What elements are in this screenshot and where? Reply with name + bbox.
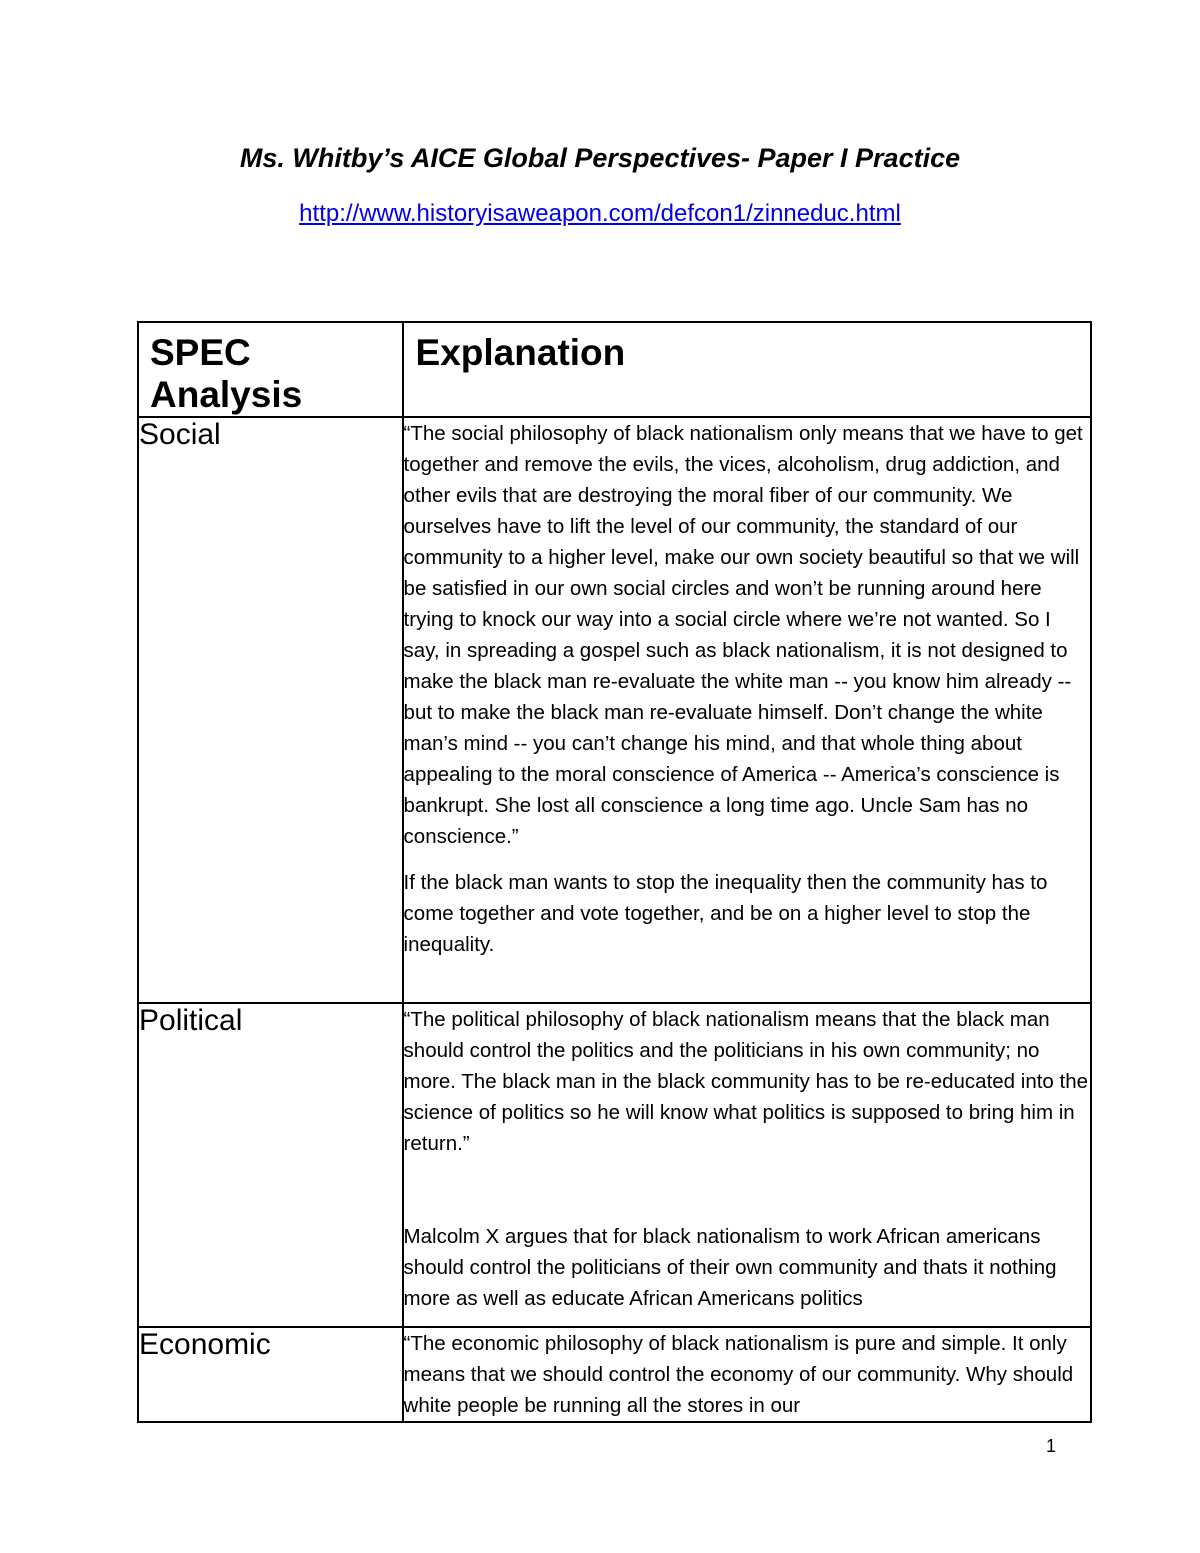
document-title: Ms. Whitby’s AICE Global Perspectives- Paper I Practice — [239, 143, 961, 173]
source-link[interactable]: http://www.historyisaweapon.com/defcon1/zinneduc.html — [299, 200, 901, 227]
table-row-economic — [138, 1327, 1091, 1422]
spec-analysis-table — [137, 321, 1092, 1423]
social-analysis: If the black man wants to stop the inequality then the community has to come together and vote together, and be on a higher level to stop the inequality. — [403, 871, 1048, 956]
table-header-row — [138, 322, 1091, 417]
economic-quote: “The economic philosophy of black nationalism is pure and simple. It only means that we should control the economy of our community. Why should white people be running all the stores in our — [403, 1332, 1074, 1417]
row-label-political: Political — [138, 1003, 403, 1327]
social-quote: “The social philosophy of black nationalism only means that we have to get together and remove the evils, the vices, alcoholism, drug addiction, and other evils that are destroying the moral fiber of our community. We ourselves have to lift the level of our community, the standard of our community to a higher level, make our own society beautiful so that we will be satisfied in our own social circles and won’t be running around here trying to knock our way into a social circle where we’re not wanted. So I say, in spreading a gospel such as black nationalism, it is not designed to make the black man re-evaluate the white man -- you know him already -- but to make the black man re-evaluate himself. Don’t change the white man’s mind -- you can’t change his mind, and that whole thing about appealing to the moral conscience of America -- America’s conscience is bankrupt. She lost all conscience a long time ago. Uncle Sam has no conscience.” — [403, 422, 1083, 848]
row-explanation-social — [403, 417, 1091, 1003]
political-quote: “The political philosophy of black nationalism means that the black man should control the politics and the politicians in his own community; no more. The black man in the black community has to be re-educated into the science of politics so he will know what politics is supposed to bring him in return.” — [403, 1008, 1089, 1155]
row-explanation-political — [403, 1003, 1091, 1327]
political-analysis: Malcolm X argues that for black nationalism to work African americans should control the politicians of their own community and thats it nothing more as well as educate African Americans politics — [403, 1225, 1057, 1310]
row-label-economic: Economic — [138, 1327, 403, 1422]
header-explanation: Explanation — [403, 322, 1091, 417]
row-explanation-economic — [403, 1327, 1091, 1422]
header-spec-analysis: SPEC Analysis — [138, 322, 403, 417]
table-row-political — [138, 1003, 1091, 1327]
page-number: 1 — [1046, 1436, 1057, 1456]
row-label-social: Social — [138, 417, 403, 1003]
table-row-social — [138, 417, 1091, 1003]
